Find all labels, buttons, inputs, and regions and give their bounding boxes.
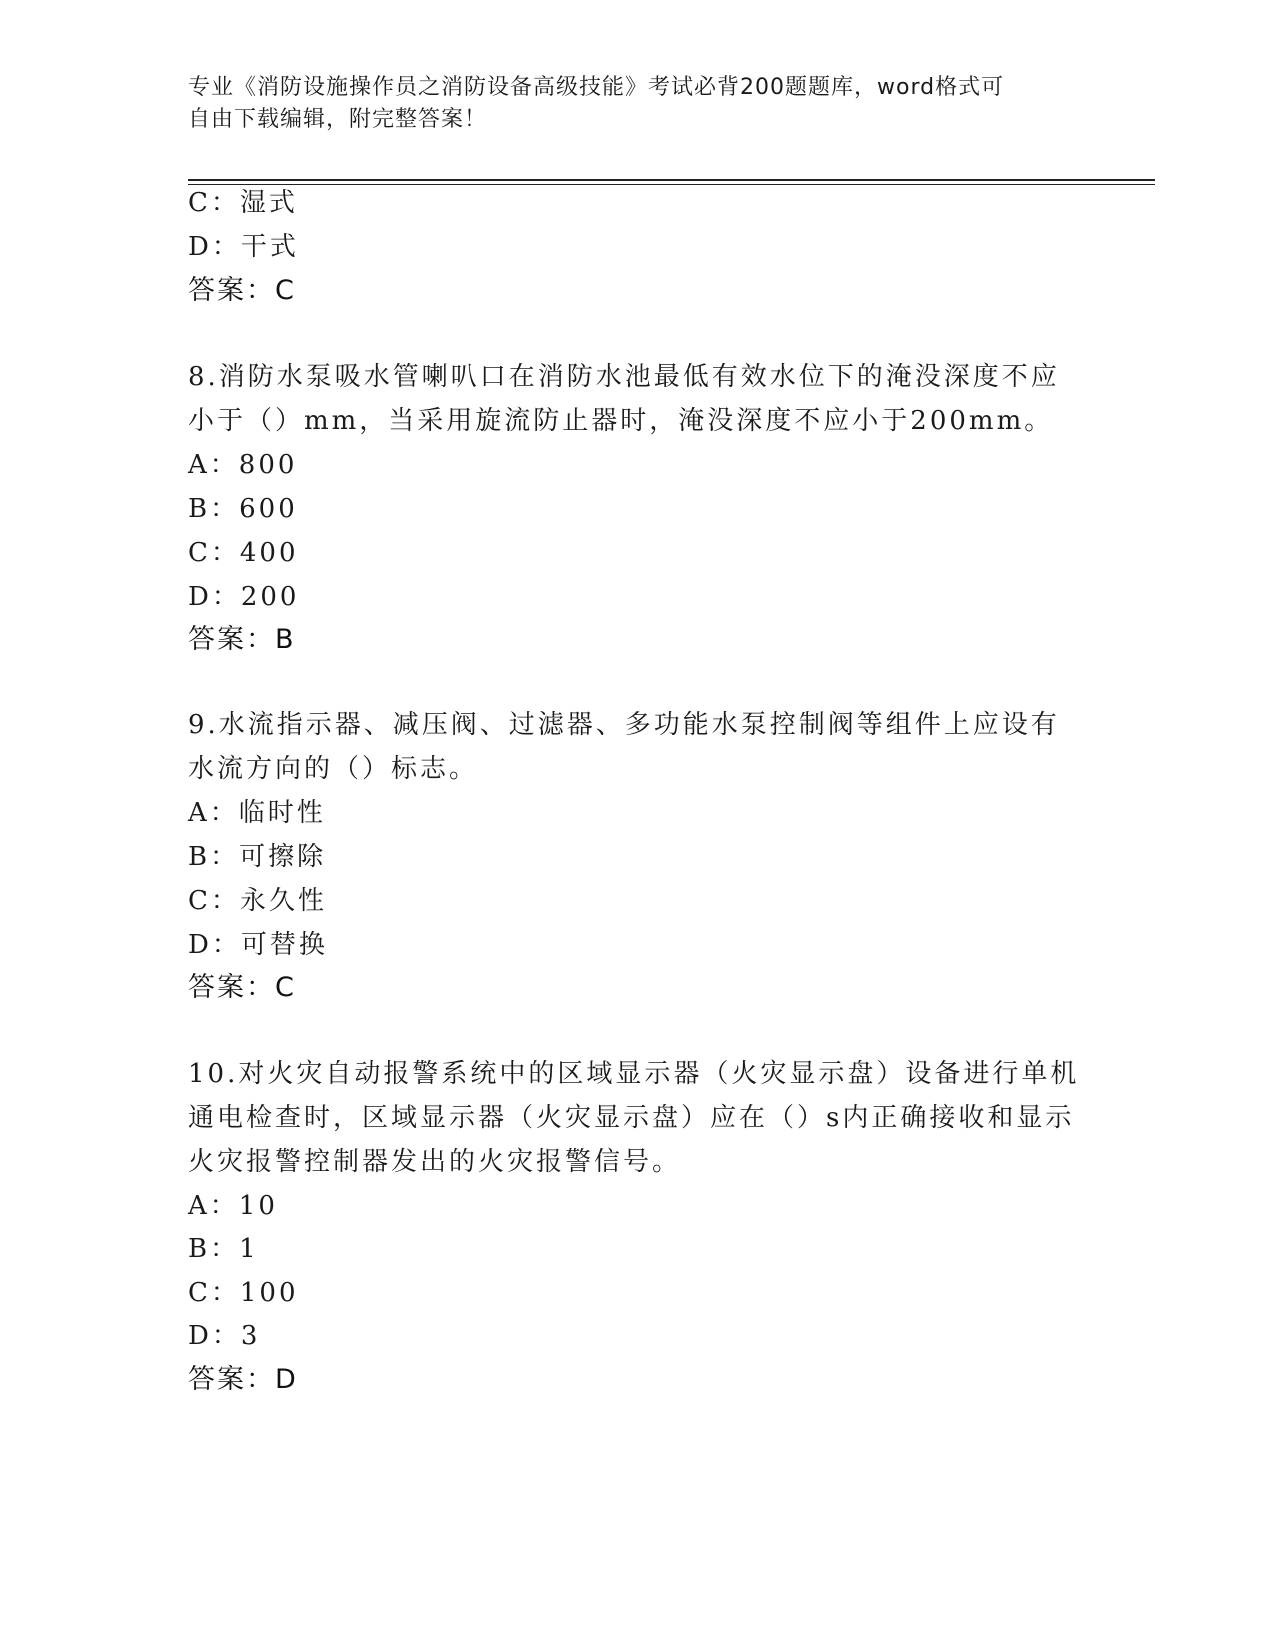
question-9-option-a: A：临时性 bbox=[188, 798, 326, 828]
question-10-option-a: A：10 bbox=[188, 1191, 278, 1221]
header-divider-thick bbox=[188, 179, 1155, 181]
header-divider-thin bbox=[188, 184, 1155, 185]
question-9-answer: 答案：C bbox=[188, 972, 296, 1003]
question-8-option-c: C：400 bbox=[188, 538, 299, 568]
question-10-stem-line-2: 通电检查时，区域显示器（火灾显示盘）应在（）s内正确接收和显示 bbox=[188, 1103, 1075, 1133]
question-9-stem-line-2: 水流方向的（）标志。 bbox=[188, 754, 479, 784]
header-title-line-2: 自由下载编辑，附完整答案！ bbox=[188, 107, 488, 132]
question-10-option-b: B：1 bbox=[188, 1234, 259, 1264]
question-8-stem-line-2: 小于（）mm，当采用旋流防止器时，淹没深度不应小于200mm。 bbox=[188, 406, 1054, 436]
question-9-stem-line-1: 9.水流指示器、减压阀、过滤器、多功能水泵控制阀等组件上应设有 bbox=[188, 710, 1060, 740]
header-title-line-1: 专业《消防设施操作员之消防设备高级技能》考试必背200题题库，word格式可 bbox=[188, 75, 1005, 100]
prev-answer: 答案：C bbox=[188, 275, 296, 306]
question-8-option-a: A：800 bbox=[188, 450, 298, 480]
question-8-option-b: B：600 bbox=[188, 494, 298, 524]
question-10-stem-line-3: 火灾报警控制器发出的火灾报警信号。 bbox=[188, 1147, 682, 1177]
question-9-option-c: C：永久性 bbox=[188, 886, 327, 916]
question-10-stem-line-1: 10.对火灾自动报警系统中的区域显示器（火灾显示盘）设备进行单机 bbox=[188, 1059, 1080, 1089]
document-header bbox=[188, 72, 1088, 136]
question-10-option-c: C：100 bbox=[188, 1278, 299, 1308]
prev-option-c: C：湿式 bbox=[188, 188, 298, 218]
question-9-option-d: D：可替换 bbox=[188, 930, 328, 960]
question-10-answer: 答案：D bbox=[188, 1364, 298, 1395]
question-10-option-d: D：3 bbox=[188, 1321, 261, 1351]
question-8-answer: 答案：B bbox=[188, 624, 296, 655]
prev-option-d: D：干式 bbox=[188, 232, 299, 262]
question-8-stem-line-1: 8.消防水泵吸水管喇叭口在消防水池最低有效水位下的淹没深度不应 bbox=[188, 362, 1060, 392]
question-8-option-d: D：200 bbox=[188, 582, 300, 612]
question-9-option-b: B：可擦除 bbox=[188, 842, 327, 872]
